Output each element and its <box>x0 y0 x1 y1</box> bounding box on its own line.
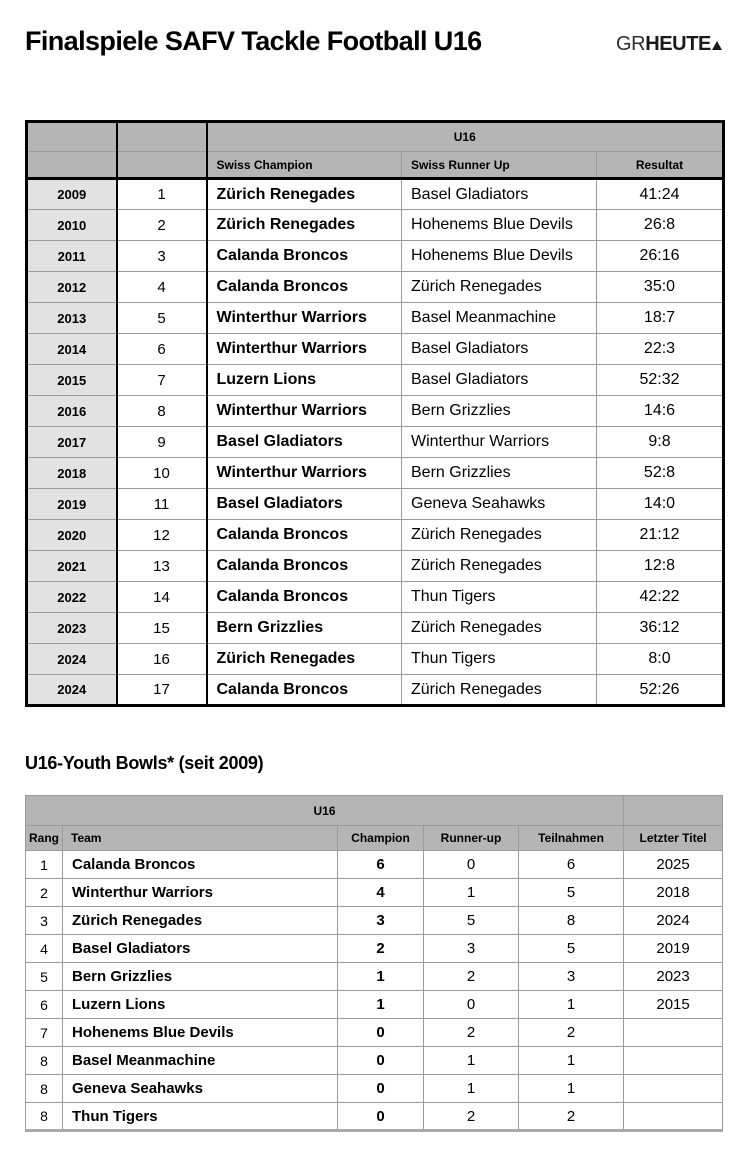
table-row <box>27 210 724 241</box>
champion-cell: Luzern Lions <box>207 365 402 396</box>
runner-up-cell: 2 <box>424 1019 519 1047</box>
column-header-team: Team <box>63 826 338 851</box>
finals-table-body <box>27 179 724 706</box>
column-header-champion: Champion <box>338 826 424 851</box>
year-cell: 2010 <box>27 210 117 241</box>
champion-cell: Calanda Broncos <box>207 582 402 613</box>
table-row <box>27 582 724 613</box>
bowls-column-header-row <box>26 826 723 851</box>
year-cell: 2018 <box>27 458 117 489</box>
rank-cell: 8 <box>26 1047 63 1075</box>
team-cell: Thun Tigers <box>63 1103 338 1131</box>
no-cell: 3 <box>117 241 207 272</box>
result-cell: 26:16 <box>597 241 724 272</box>
table-row <box>27 427 724 458</box>
no-cell: 10 <box>117 458 207 489</box>
team-cell: Geneva Seahawks <box>63 1075 338 1103</box>
team-cell: Zürich Renegades <box>63 907 338 935</box>
result-cell: 18:7 <box>597 303 724 334</box>
rank-cell: 1 <box>26 851 63 879</box>
column-header-rang: Rang <box>26 826 63 851</box>
year-cell: 2014 <box>27 334 117 365</box>
year-cell: 2009 <box>27 179 117 210</box>
runner-up-cell: Bern Grizzlies <box>402 396 597 427</box>
runner-up-cell: Hohenems Blue Devils <box>402 210 597 241</box>
team-cell: Calanda Broncos <box>63 851 338 879</box>
table-row <box>27 489 724 520</box>
column-header-teilnahmen: Teilnahmen <box>519 826 624 851</box>
champion-cell: Calanda Broncos <box>207 520 402 551</box>
team-cell: Winterthur Warriors <box>63 879 338 907</box>
rank-cell: 8 <box>26 1075 63 1103</box>
finals-group-header-row <box>27 122 724 152</box>
champion-cell: Bern Grizzlies <box>207 613 402 644</box>
finals-column-header-row <box>27 152 724 179</box>
runner-up-cell: Winterthur Warriors <box>402 427 597 458</box>
champion-cell: 0 <box>338 1075 424 1103</box>
teilnahmen-cell: 1 <box>519 991 624 1019</box>
runner-up-cell: 3 <box>424 935 519 963</box>
champion-cell: 0 <box>338 1019 424 1047</box>
bowls-section-title: U16-Youth Bowls* (seit 2009) <box>25 753 264 773</box>
table-row <box>27 458 724 489</box>
page-header <box>25 26 722 57</box>
finals-table-head <box>27 122 724 179</box>
year-cell: 2016 <box>27 396 117 427</box>
teilnahmen-cell: 2 <box>519 1103 624 1131</box>
rank-cell: 4 <box>26 935 63 963</box>
runner-up-cell: 0 <box>424 851 519 879</box>
no-cell: 16 <box>117 644 207 675</box>
column-header-letzter-titel: Letzter Titel <box>624 826 723 851</box>
result-cell: 52:8 <box>597 458 724 489</box>
champion-cell: 6 <box>338 851 424 879</box>
column-header-resultat: Resultat <box>597 152 724 179</box>
no-cell: 13 <box>117 551 207 582</box>
table-row <box>27 396 724 427</box>
team-cell: Basel Gladiators <box>63 935 338 963</box>
column-header-swiss-runner-up: Swiss Runner Up <box>402 152 597 179</box>
table-row <box>26 935 723 963</box>
empty-header-cell <box>117 122 207 152</box>
champion-cell: Zürich Renegades <box>207 179 402 210</box>
finals-table <box>25 120 725 707</box>
table-row <box>26 1075 723 1103</box>
bowls-group-header-row <box>26 796 723 826</box>
bowls-table <box>25 795 723 1132</box>
year-cell: 2024 <box>27 675 117 706</box>
runner-up-cell: Basel Gladiators <box>402 179 597 210</box>
runner-up-cell: 2 <box>424 963 519 991</box>
no-cell: 2 <box>117 210 207 241</box>
table-row <box>27 675 724 706</box>
result-cell: 52:26 <box>597 675 724 706</box>
result-cell: 52:32 <box>597 365 724 396</box>
letzter-titel-cell <box>624 1019 723 1047</box>
runner-up-cell: Thun Tigers <box>402 582 597 613</box>
team-cell: Basel Meanmachine <box>63 1047 338 1075</box>
table-row <box>27 303 724 334</box>
champion-cell: Winterthur Warriors <box>207 396 402 427</box>
table-row <box>27 520 724 551</box>
rank-cell: 6 <box>26 991 63 1019</box>
teilnahmen-cell: 6 <box>519 851 624 879</box>
letzter-titel-cell: 2015 <box>624 991 723 1019</box>
grheute-logo <box>616 33 722 56</box>
champion-cell: Basel Gladiators <box>207 489 402 520</box>
table-row <box>26 907 723 935</box>
result-cell: 9:8 <box>597 427 724 458</box>
letzter-titel-cell: 2018 <box>624 879 723 907</box>
empty-header-cell <box>624 796 723 826</box>
letzter-titel-cell: 2019 <box>624 935 723 963</box>
runner-up-cell: Geneva Seahawks <box>402 489 597 520</box>
runner-up-cell: Zürich Renegades <box>402 272 597 303</box>
logo-triangle-icon <box>712 41 722 50</box>
rank-cell: 3 <box>26 907 63 935</box>
runner-up-cell: 0 <box>424 991 519 1019</box>
champion-cell: Winterthur Warriors <box>207 334 402 365</box>
letzter-titel-cell <box>624 1047 723 1075</box>
runner-up-cell: 1 <box>424 1075 519 1103</box>
runner-up-cell: Hohenems Blue Devils <box>402 241 597 272</box>
logo-text-bold: HEUTE <box>645 33 711 55</box>
letzter-titel-cell: 2024 <box>624 907 723 935</box>
result-cell: 14:6 <box>597 396 724 427</box>
table-row <box>27 334 724 365</box>
result-cell: 22:3 <box>597 334 724 365</box>
result-cell: 26:8 <box>597 210 724 241</box>
team-cell: Bern Grizzlies <box>63 963 338 991</box>
no-cell: 17 <box>117 675 207 706</box>
teilnahmen-cell: 1 <box>519 1075 624 1103</box>
result-cell: 41:24 <box>597 179 724 210</box>
no-cell: 5 <box>117 303 207 334</box>
letzter-titel-cell: 2025 <box>624 851 723 879</box>
champion-cell: Winterthur Warriors <box>207 303 402 334</box>
table-row <box>27 613 724 644</box>
table-row <box>26 851 723 879</box>
no-cell: 8 <box>117 396 207 427</box>
champion-cell: Calanda Broncos <box>207 272 402 303</box>
column-header-runner-up: Runner-up <box>424 826 519 851</box>
champion-cell: Zürich Renegades <box>207 644 402 675</box>
table-row <box>26 991 723 1019</box>
table-row <box>26 1019 723 1047</box>
champion-cell: 2 <box>338 935 424 963</box>
team-cell: Luzern Lions <box>63 991 338 1019</box>
year-cell: 2021 <box>27 551 117 582</box>
result-cell: 35:0 <box>597 272 724 303</box>
result-cell: 12:8 <box>597 551 724 582</box>
champion-cell: 3 <box>338 907 424 935</box>
page-title: Finalspiele SAFV Tackle Football U16 <box>25 26 482 56</box>
teilnahmen-cell: 5 <box>519 879 624 907</box>
no-cell: 15 <box>117 613 207 644</box>
team-cell: Hohenems Blue Devils <box>63 1019 338 1047</box>
runner-up-cell: 1 <box>424 1047 519 1075</box>
year-cell: 2013 <box>27 303 117 334</box>
letzter-titel-cell <box>624 1103 723 1131</box>
rank-cell: 5 <box>26 963 63 991</box>
year-cell: 2015 <box>27 365 117 396</box>
champion-cell: Calanda Broncos <box>207 241 402 272</box>
teilnahmen-cell: 3 <box>519 963 624 991</box>
champion-cell: Calanda Broncos <box>207 551 402 582</box>
column-header-swiss-champion: Swiss Champion <box>207 152 402 179</box>
champion-cell: 4 <box>338 879 424 907</box>
rank-cell: 2 <box>26 879 63 907</box>
result-cell: 14:0 <box>597 489 724 520</box>
no-cell: 1 <box>117 179 207 210</box>
table-row <box>27 551 724 582</box>
logo-text-light: GR <box>616 33 646 55</box>
runner-up-cell: Basel Meanmachine <box>402 303 597 334</box>
runner-up-cell: Zürich Renegades <box>402 675 597 706</box>
no-cell: 6 <box>117 334 207 365</box>
letzter-titel-cell: 2023 <box>624 963 723 991</box>
year-cell: 2023 <box>27 613 117 644</box>
no-cell: 7 <box>117 365 207 396</box>
empty-header-cell <box>117 152 207 179</box>
teilnahmen-cell: 2 <box>519 1019 624 1047</box>
table-row <box>27 644 724 675</box>
table-row <box>27 365 724 396</box>
champion-cell: Calanda Broncos <box>207 675 402 706</box>
runner-up-cell: Thun Tigers <box>402 644 597 675</box>
table-row <box>27 272 724 303</box>
runner-up-cell: Basel Gladiators <box>402 334 597 365</box>
bowls-table-body <box>26 851 723 1131</box>
bowls-group-header: U16 <box>26 796 624 826</box>
runner-up-cell: 1 <box>424 879 519 907</box>
no-cell: 4 <box>117 272 207 303</box>
runner-up-cell: Bern Grizzlies <box>402 458 597 489</box>
year-cell: 2011 <box>27 241 117 272</box>
table-row <box>26 1047 723 1075</box>
result-cell: 21:12 <box>597 520 724 551</box>
no-cell: 12 <box>117 520 207 551</box>
table-row <box>26 963 723 991</box>
no-cell: 14 <box>117 582 207 613</box>
empty-header-cell <box>27 152 117 179</box>
champion-cell: 1 <box>338 963 424 991</box>
champion-cell: Winterthur Warriors <box>207 458 402 489</box>
champion-cell: 0 <box>338 1047 424 1075</box>
champion-cell: Zürich Renegades <box>207 210 402 241</box>
empty-header-cell <box>27 122 117 152</box>
year-cell: 2012 <box>27 272 117 303</box>
finals-group-header: U16 <box>207 122 724 152</box>
year-cell: 2024 <box>27 644 117 675</box>
champion-cell: Basel Gladiators <box>207 427 402 458</box>
runner-up-cell: Zürich Renegades <box>402 520 597 551</box>
result-cell: 42:22 <box>597 582 724 613</box>
year-cell: 2017 <box>27 427 117 458</box>
result-cell: 8:0 <box>597 644 724 675</box>
bowls-table-head <box>26 796 723 851</box>
runner-up-cell: Zürich Renegades <box>402 551 597 582</box>
runner-up-cell: 5 <box>424 907 519 935</box>
result-cell: 36:12 <box>597 613 724 644</box>
no-cell: 9 <box>117 427 207 458</box>
teilnahmen-cell: 1 <box>519 1047 624 1075</box>
year-cell: 2022 <box>27 582 117 613</box>
no-cell: 11 <box>117 489 207 520</box>
table-row <box>27 241 724 272</box>
letzter-titel-cell <box>624 1075 723 1103</box>
champion-cell: 0 <box>338 1103 424 1131</box>
teilnahmen-cell: 8 <box>519 907 624 935</box>
runner-up-cell: 2 <box>424 1103 519 1131</box>
runner-up-cell: Zürich Renegades <box>402 613 597 644</box>
year-cell: 2019 <box>27 489 117 520</box>
rank-cell: 7 <box>26 1019 63 1047</box>
rank-cell: 8 <box>26 1103 63 1131</box>
runner-up-cell: Basel Gladiators <box>402 365 597 396</box>
table-row <box>27 179 724 210</box>
table-row <box>26 879 723 907</box>
table-row <box>26 1103 723 1131</box>
champion-cell: 1 <box>338 991 424 1019</box>
teilnahmen-cell: 5 <box>519 935 624 963</box>
year-cell: 2020 <box>27 520 117 551</box>
